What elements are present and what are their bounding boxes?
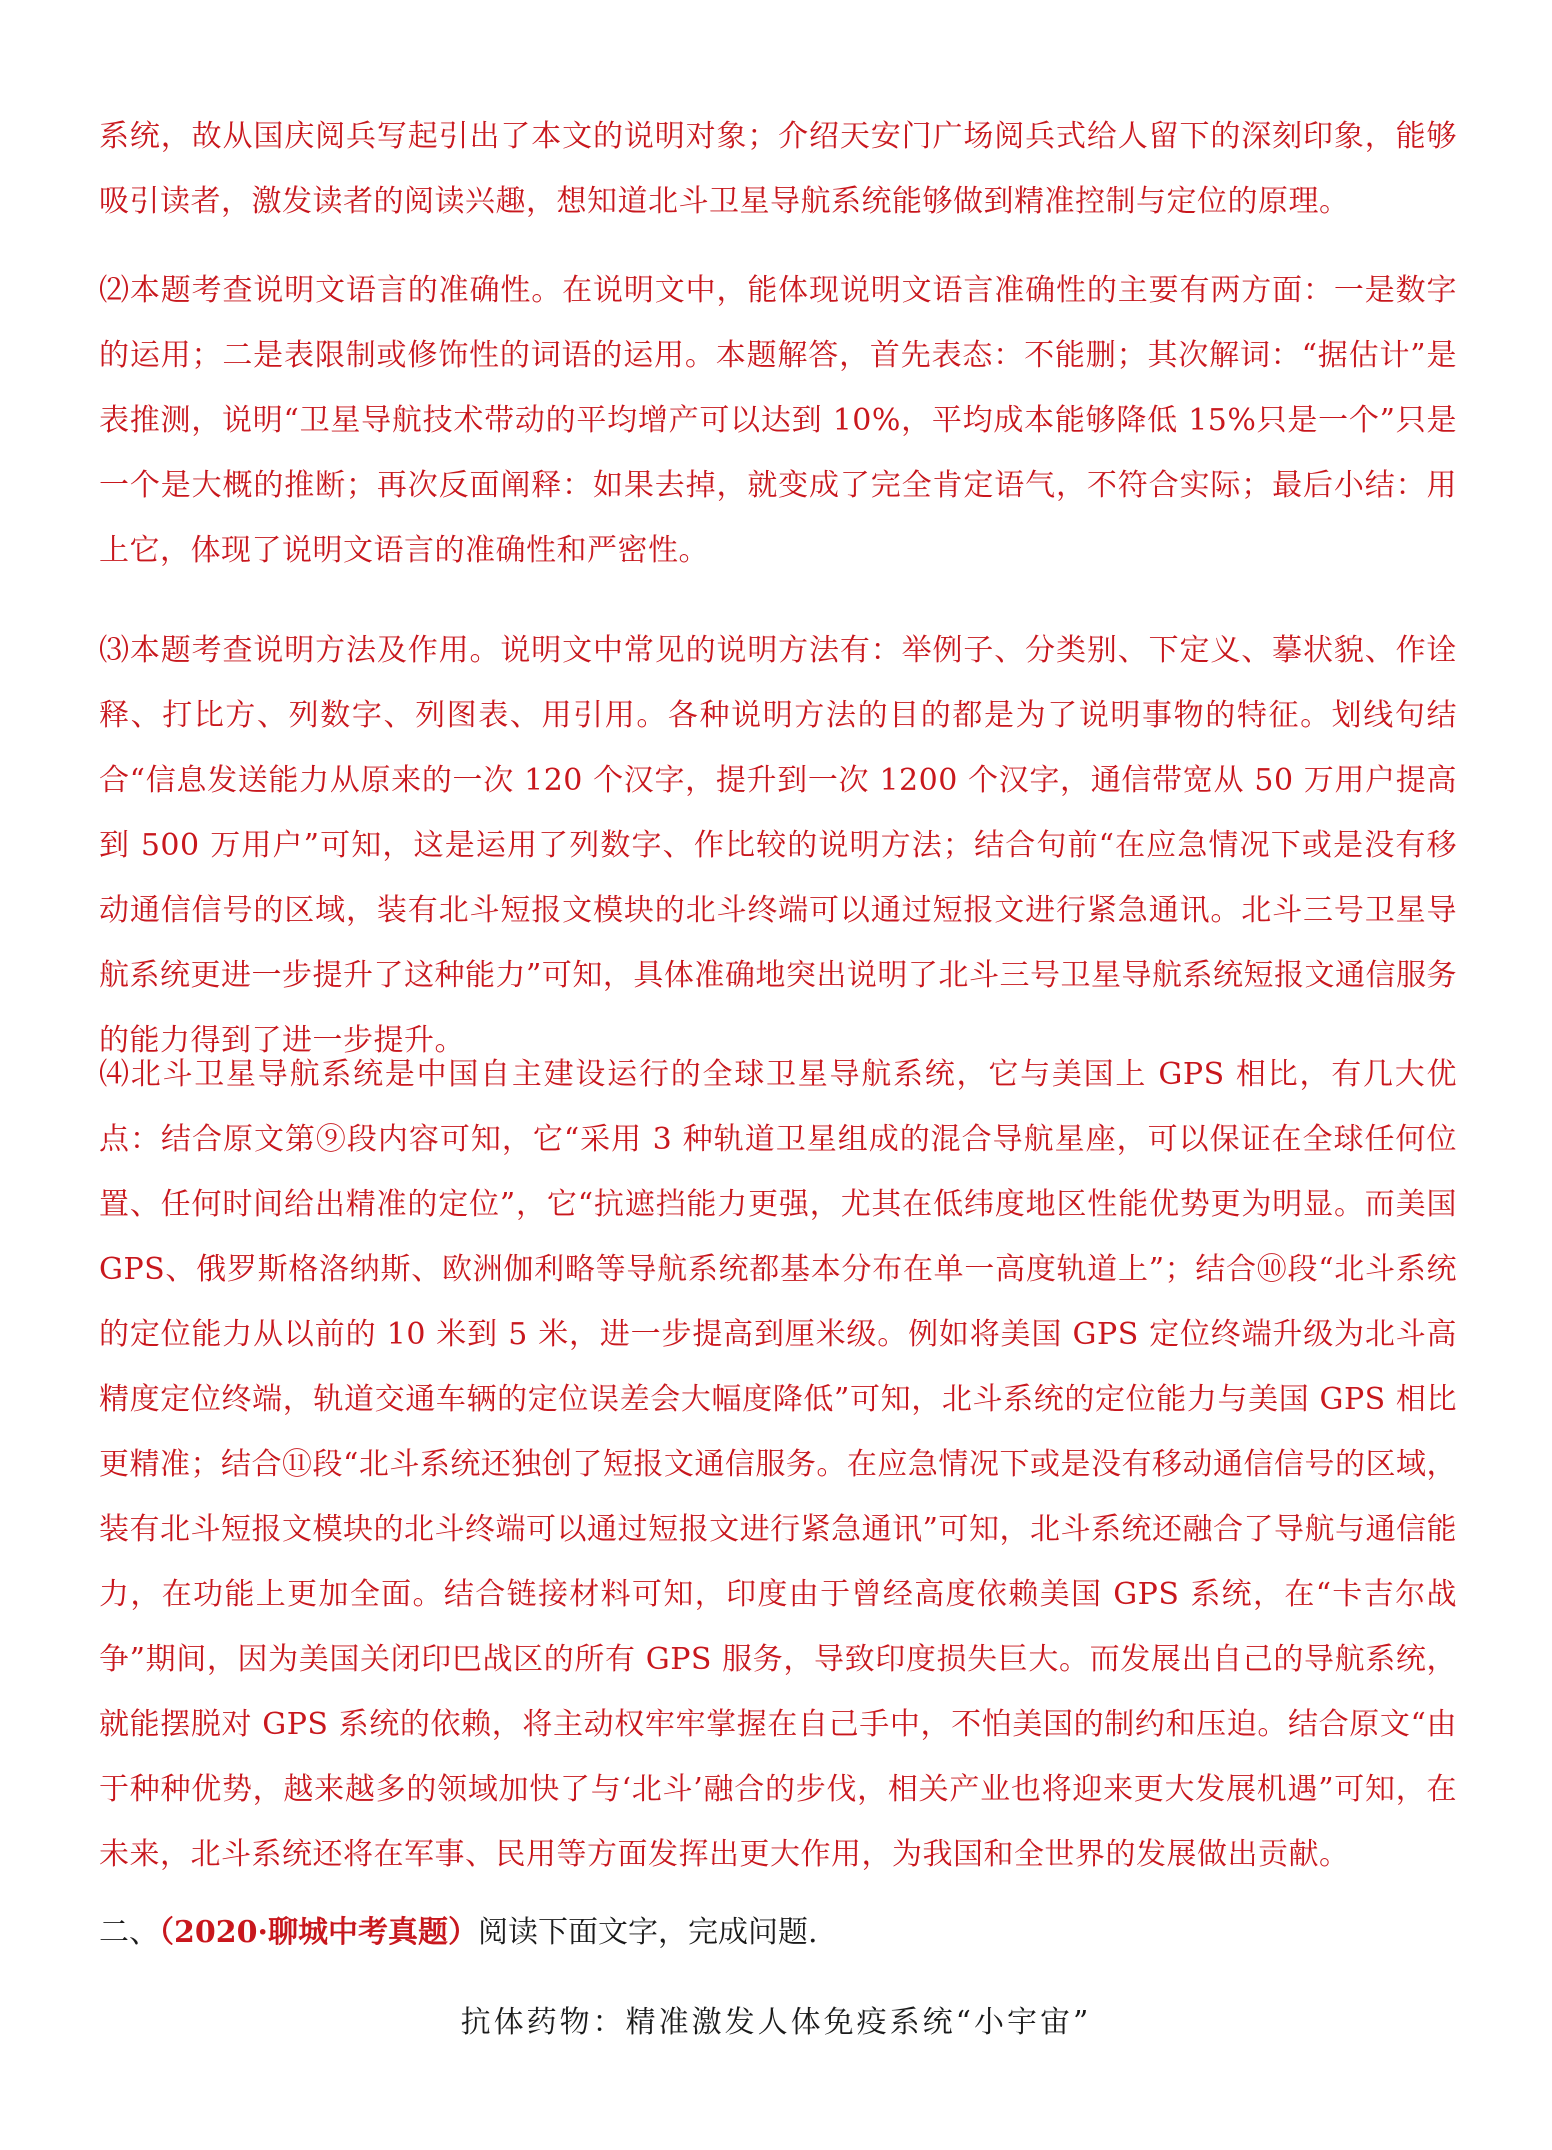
answer-paragraph-2: ⑵本题考查说明文语言的准确性。在说明文中，能体现说明文语言准确性的主要有两方面：一是数字的运用；二是表限制或修饰性的词语的运用。本题解答，首先表态：不能删；其次解词：“据估计”是表推测，说明“卫星导航技术带动的平均增产可以达到 10%，平均成本能够降低 15%只是一个”只是一个是大概的推断；再次反面阐释：如果去掉，就变成了完全肯定语气，不符合实际；最后小结：用上它，体现了说明文语言的准确性和严密性。: [99, 273, 1457, 568]
section-source: （2020·聊城中考真题）: [159, 1915, 478, 1950]
answer-paragraph-3: ⑶本题考查说明方法及作用。说明文中常见的说明方法有：举例子、分类别、下定义、摹状貌、作诠释、打比方、列数字、列图表、用引用。各种说明方法的目的都是为了说明事物的特征。划线句结合“信息发送能力从原来的一次 120 个汉字，提升到一次 1200 个汉字，通信带宽从 50 万用户提高到 500 万用户”可知，这是运用了列数字、作比较的说明方法；结合句前“在应急情况下或是没有移动通信信号的区域，装有北斗短报文模块的北斗终端可以通过短报文进行紧急通讯。北斗三号卫星导航系统更进一步提升了这种能力”可知，具体准确地突出说明了北斗三号卫星导航系统短报文通信服务的能力得到了进一步提升。: [99, 633, 1457, 1058]
section-instruction: 阅读下面文字，完成问题.: [477, 1915, 818, 1950]
answer-paragraph-4: ⑷北斗卫星导航系统是中国自主建设运行的全球卫星导航系统，它与美国上 GPS 相比，有几大优点：结合原文第⑨段内容可知，它“采用 3 种轨道卫星组成的混合导航星座，可以保证在全球任何位置、任何时间给出精准的定位”，它“抗遮挡能力更强，尤其在低纬度地区性能优势更为明显。而美国 GPS、俄罗斯格洛纳斯、欧洲伽利略等导航系统都基本分布在单一高度轨道上”；结合⑩段“北斗系统的定位能力从以前的 10 米到 5 米，进一步提高到厘米级。例如将美国 GPS 定位终端升级为北斗高精度定位终端，轨道交通车辆的定位误差会大幅度降低”可知，北斗系统的定位能力与美国 GPS 相比更精准；结合⑪段“北斗系统还独创了短报文通信服务。在应急情况下或是没有移动通信信号的区域，装有北斗短报文模块的北斗终端可以通过短报文进行紧急通讯”可知，北斗系统还融合了导航与通信能力，在功能上更加全面。结合链接材料可知，印度由于曾经高度依赖美国 GPS 系统，在“卡吉尔战争”期间，因为美国关闭印巴战区的所有 GPS 服务，导致印度损失巨大。而发展出自己的导航系统，就能摆脱对 GPS 系统的依赖，将主动权牢牢掌握在自己手中，不怕美国的制约和压迫。结合原文“由于种种优势，越来越多的领域加快了与‘北斗’融合的步伐，相关产业也将迎来更大发展机遇”可知，在未来，北斗系统还将在军事、民用等方面发挥出更大作用，为我国和全世界的发展做出贡献。: [99, 1057, 1457, 1872]
section-heading: [99, 1908, 1457, 1958]
article-title: 抗体药物：精准激发人体免疫系统“小宇宙”: [460, 2005, 1092, 2040]
answer-paragraph-1-continued: 系统，故从国庆阅兵写起引出了本文的说明对象；介绍天安门广场阅兵式给人留下的深刻印象，能够吸引读者，激发读者的阅读兴趣，想知道北斗卫星导航系统能够做到精准控制与定位的原理。: [99, 119, 1457, 219]
section-number: 二、: [99, 1915, 159, 1950]
